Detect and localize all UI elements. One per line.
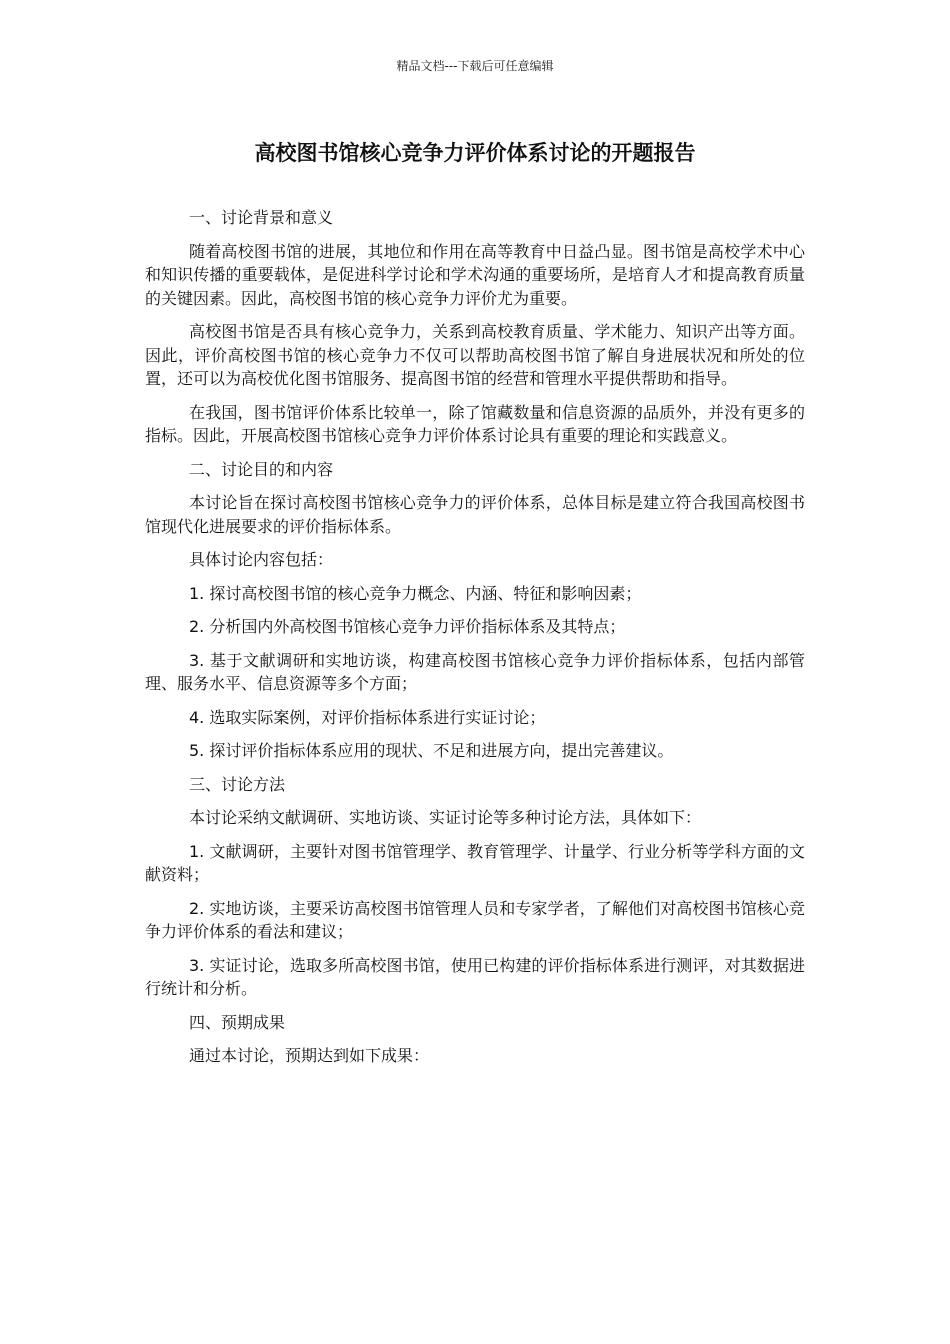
paragraph-background-1: 随着高校图书馆的进展，其地位和作用在高等教育中日益凸显。图书馆是高校学术中心和知识传播的重要载体，是促进科学讨论和学术沟通的重要场所，是培育人才和提高教育质量的关键因素。因此，高校图书馆的核心竞争力评价尤为重要。 (145, 241, 805, 308)
paragraph-outcomes-intro: 通过本讨论，预期达到如下成果： (189, 1046, 430, 1065)
list-item-content-5: 5. 探讨评价指标体系应用的现状、不足和进展方向，提出完善建议。 (189, 741, 674, 760)
document-body (145, 206, 805, 1078)
paragraph-background-3: 在我国，图书馆评价体系比较单一，除了馆藏数量和信息资源的品质外，并没有更多的指标。因此，开展高校图书馆核心竞争力评价体系讨论具有重要的理论和实践意义。 (145, 402, 805, 445)
section-heading-methods: 三、讨论方法 (189, 774, 286, 794)
list-item-content-2: 2. 分析国内外高校图书馆核心竞争力评价指标体系及其特点； (189, 617, 626, 636)
list-item-content-4: 4. 选取实际案例，对评价指标体系进行实证讨论； (189, 707, 546, 727)
list-item-method-3: 3. 实证讨论，选取多所高校图书馆，使用已构建的评价指标体系进行测评，对其数据进行统计和分析。 (145, 955, 805, 998)
list-item-method-2: 2. 实地访谈，主要采访高校图书馆管理人员和专家学者，了解他们对高校图书馆核心竞争力评价体系的看法和建议； (145, 898, 805, 941)
page-header: 精品文档---下载后可任意编辑 (396, 59, 554, 73)
paragraph-purpose-intro: 具体讨论内容包括： (189, 550, 334, 569)
section-heading-purpose: 二、讨论目的和内容 (189, 459, 334, 479)
paragraph-methods-intro: 本讨论采纳文献调研、实地访谈、实证讨论等多种讨论方法，具体如下： (189, 808, 702, 827)
list-item-content-3: 3. 基于文献调研和实地访谈，构建高校图书馆核心竞争力评价指标体系，包括内部管理、服务水平、信息资源等多个方面； (145, 650, 805, 693)
section-heading-outcomes: 四、预期成果 (189, 1012, 286, 1032)
document-title: 高校图书馆核心竞争力评价体系讨论的开题报告 (254, 141, 696, 165)
paragraph-purpose-1: 本讨论旨在探讨高校图书馆核心竞争力的评价体系，总体目标是建立符合我国高校图书馆现代化进展要求的评价指标体系。 (145, 493, 805, 536)
list-item-content-1: 1. 探讨高校图书馆的核心竞争力概念、内涵、特征和影响因素； (189, 583, 642, 603)
paragraph-background-2: 高校图书馆是否具有核心竞争力，关系到高校教育质量、学术能力、知识产出等方面。因此，评价高校图书馆的核心竞争力不仅可以帮助高校图书馆了解自身进展状况和所处的位置，还可以为高校优化图书馆服务、提高图书馆的经营和管理水平提供帮助和指导。 (145, 322, 805, 388)
section-heading-background: 一、讨论背景和意义 (189, 208, 334, 227)
list-item-method-1: 1. 文献调研，主要针对图书馆管理学、教育管理学、计量学、行业分析等学科方面的文献资料； (145, 841, 805, 884)
